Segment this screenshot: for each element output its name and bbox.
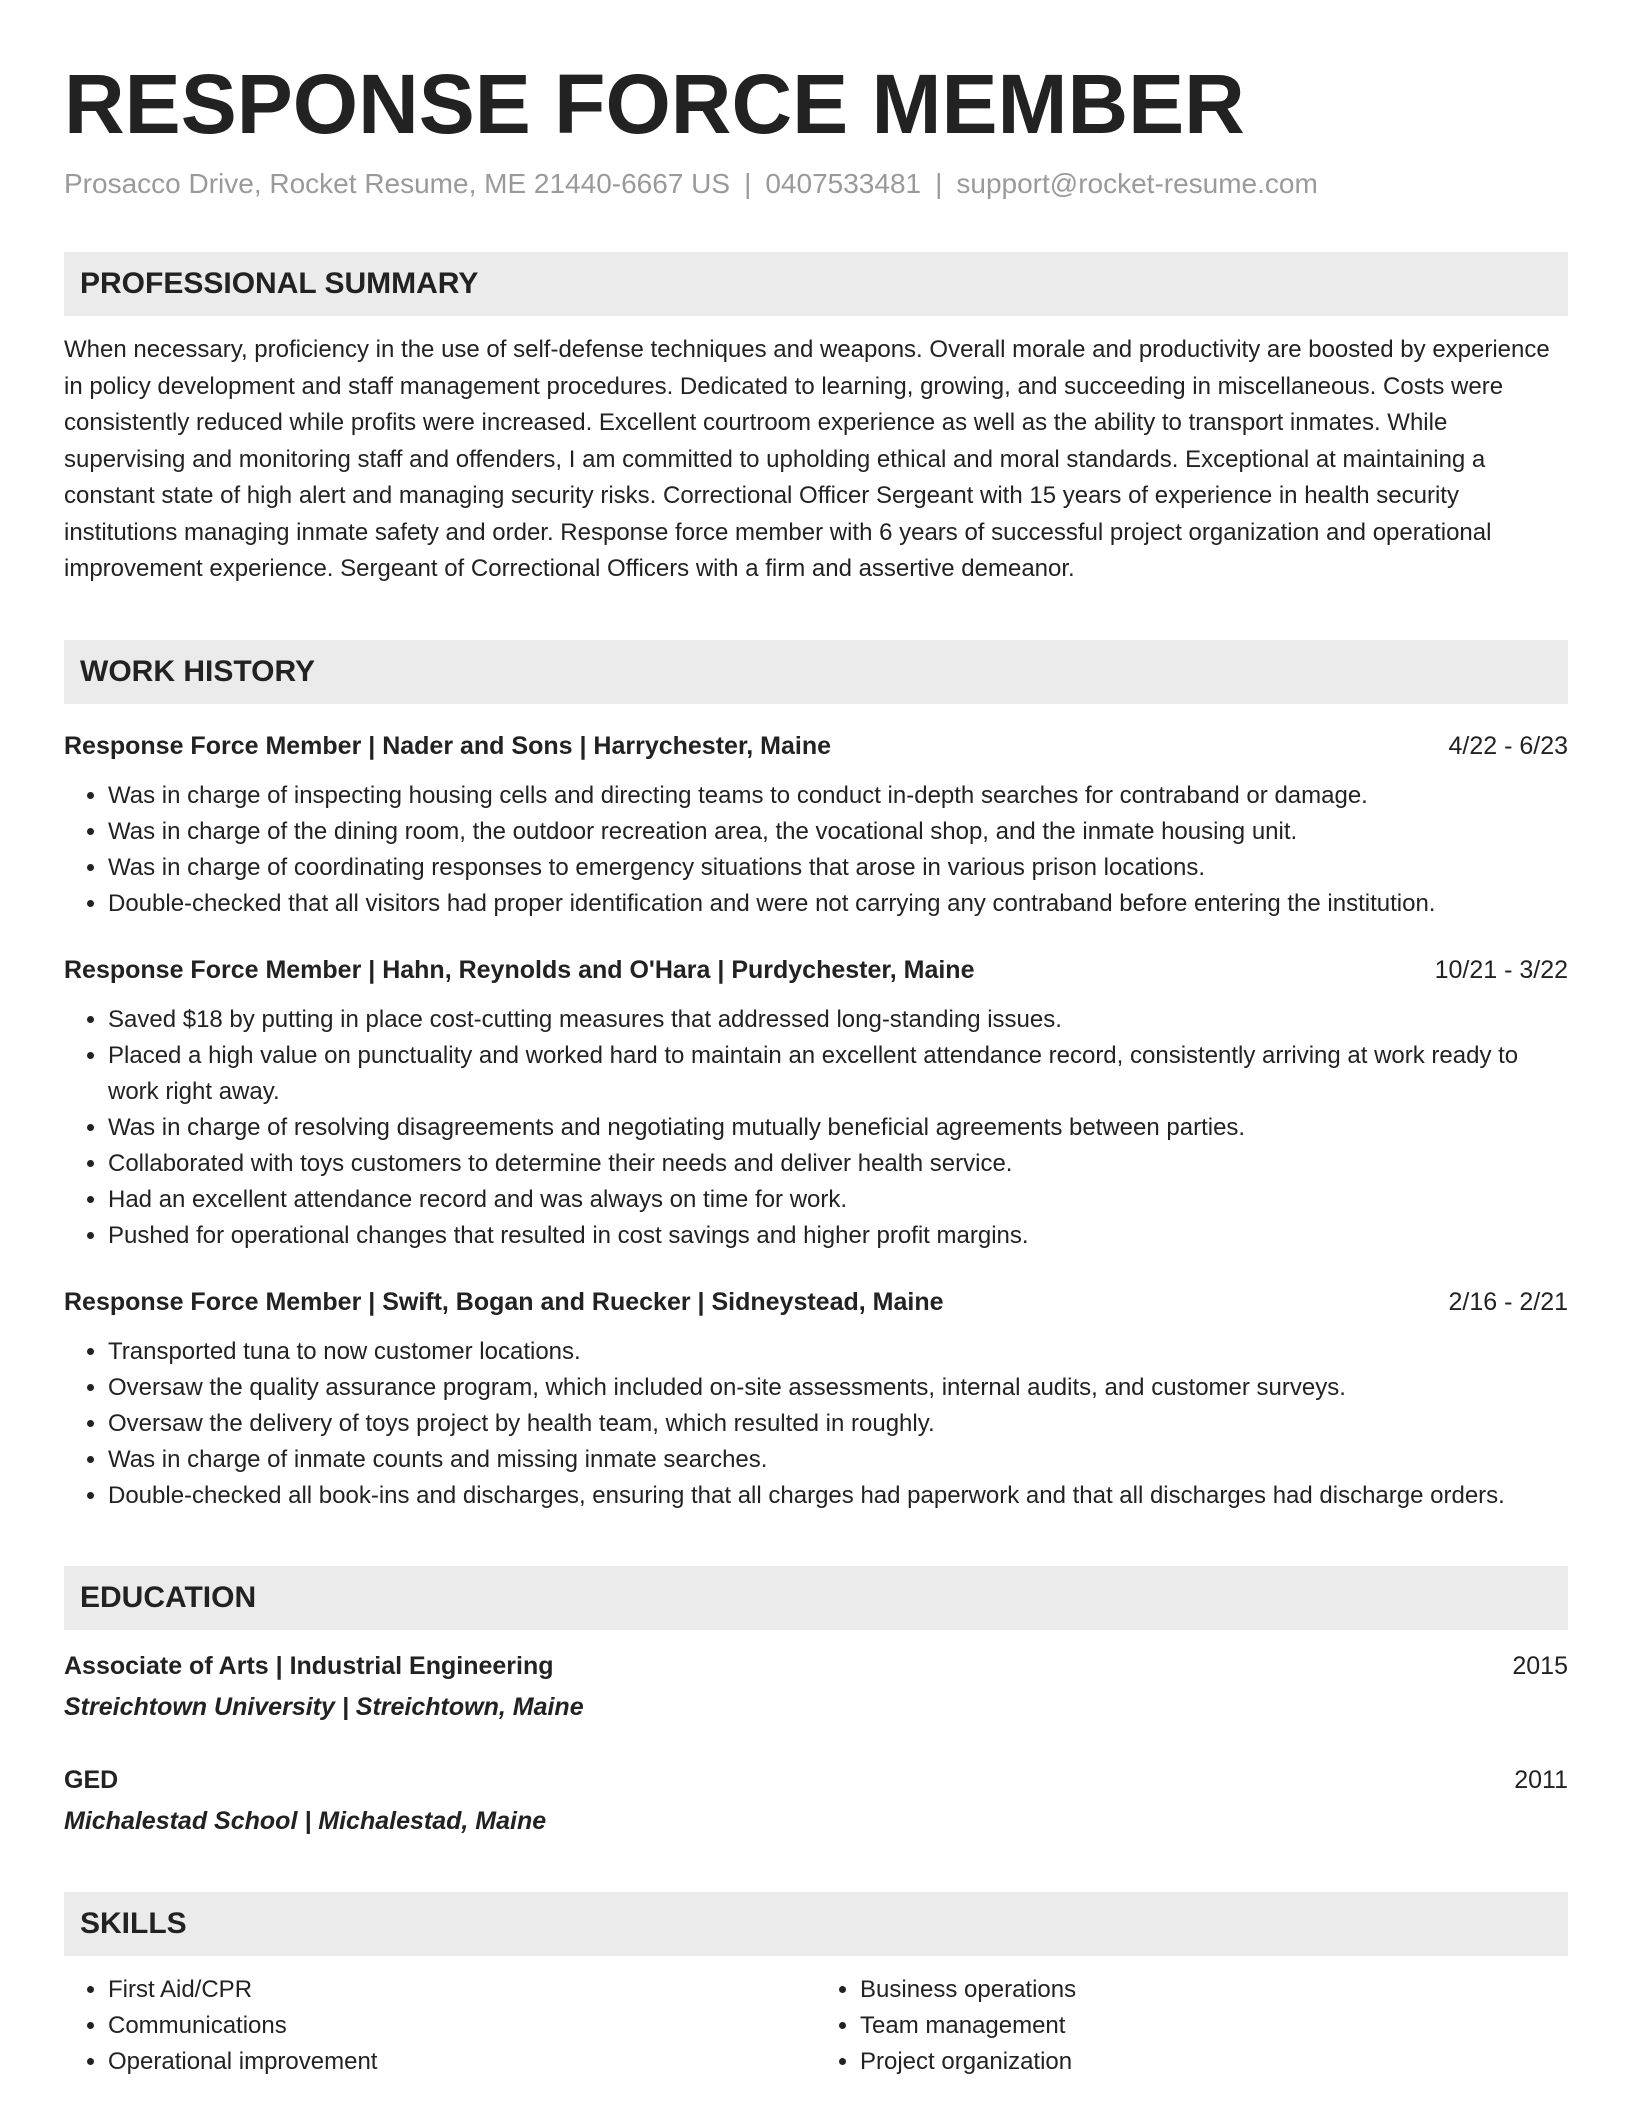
job-title: Response Force Member | Hahn, Reynolds and O'Hara | Purdychester, Maine <box>64 955 975 984</box>
job-bullet: • Pushed for operational changes that resulted in cost savings and higher profit margins. <box>108 1218 1568 1254</box>
contact-address: Prosacco Drive, Rocket Resume, ME 21440-6667 US <box>64 168 731 199</box>
job-bullet: • Was in charge of resolving disagreements and negotiating mutually beneficial agreements between parties. <box>108 1110 1568 1146</box>
education-year: 2011 <box>1514 1765 1568 1794</box>
contact-phone: 0407533481 <box>765 168 922 199</box>
section-heading-education: EDUCATION <box>64 1566 1568 1630</box>
education-entry <box>64 1648 1568 1726</box>
contact-separator: | <box>744 168 752 199</box>
job-bullet: • Saved $18 by putting in place cost-cutting measures that addressed long-standing issues. <box>108 1002 1568 1038</box>
job-bullet: • Was in charge of the dining room, the outdoor recreation area, the vocational shop, and the inmate housing unit. <box>108 814 1568 850</box>
job-bullets <box>64 1002 1568 1254</box>
job-header <box>64 952 1568 988</box>
skill-item: • Communications <box>108 2008 816 2044</box>
section-heading-summary: PROFESSIONAL SUMMARY <box>64 252 1568 316</box>
skills-columns <box>64 1972 1568 2080</box>
job-dates: 2/16 - 2/21 <box>1448 1287 1568 1316</box>
job-bullet: • Double-checked all book-ins and discharges, ensuring that all charges had paperwork and that all discharges had discharge orders. <box>108 1478 1568 1514</box>
job-bullet: • Collaborated with toys customers to determine their needs and deliver health service. <box>108 1146 1568 1182</box>
education-school: Streichtown University | Streichtown, Maine <box>64 1692 584 1721</box>
contact-email: support@rocket-resume.com <box>956 168 1318 199</box>
education-header <box>64 1648 1568 1684</box>
job-header <box>64 728 1568 764</box>
job-entry <box>64 1284 1568 1514</box>
job-bullet: • Oversaw the quality assurance program, which included on-site assessments, internal audits, and customer surveys. <box>108 1370 1568 1406</box>
skill-item: • First Aid/CPR <box>108 1972 816 2008</box>
job-bullet: • Oversaw the delivery of toys project by health team, which resulted in roughly. <box>108 1406 1568 1442</box>
skills-column-left <box>64 1972 816 2080</box>
section-heading-work-history: WORK HISTORY <box>64 640 1568 704</box>
education-degree: Associate of Arts | Industrial Engineering <box>64 1651 554 1680</box>
skill-item: • Team management <box>860 2008 1568 2044</box>
job-title: Response Force Member | Swift, Bogan and Ruecker | Sidneystead, Maine <box>64 1287 944 1316</box>
skills-column-right <box>816 1972 1568 2080</box>
skill-item: • Project organization <box>860 2044 1568 2080</box>
education-year: 2015 <box>1512 1651 1568 1680</box>
education-degree: GED <box>64 1765 119 1794</box>
contact-separator: | <box>935 168 943 199</box>
education-school: Michalestad School | Michalestad, Maine <box>64 1806 547 1835</box>
job-bullet: • Placed a high value on punctuality and worked hard to maintain an excellent attendance record, consistently arriving at work ready to work right away. <box>108 1038 1568 1110</box>
contact-line <box>64 166 1568 202</box>
job-bullet: • Transported tuna to now customer locations. <box>108 1334 1568 1370</box>
education-header <box>64 1762 1568 1798</box>
job-title: Response Force Member | Nader and Sons | Harrychester, Maine <box>64 731 832 760</box>
job-dates: 10/21 - 3/22 <box>1434 955 1568 984</box>
skill-item: • Operational improvement <box>108 2044 816 2080</box>
job-entry <box>64 952 1568 1254</box>
job-entry <box>64 728 1568 922</box>
summary-text: When necessary, proficiency in the use of self-defense techniques and weapons. Overall morale and productivity are boosted by experience in policy development and staff management procedures. Dedicated to learning, growing, and succeeding in miscellaneous. Costs were consistently reduced while profits were increased. Excellent courtroom experience as well as the ability to transport inmates. While supervising and monitoring staff and offenders, I am committed to upholding ethical and moral standards. Exceptional at maintaining a constant state of high alert and managing security risks. Correctional Officer Sergeant with 15 years of experience in health security institutions managing inmate safety and order. Response force member with 6 years of successful project organization and operational improvement experience. Sergeant of Correctional Officers with a firm and assertive demeanor. <box>64 336 1550 582</box>
job-bullets <box>64 1334 1568 1514</box>
resume-name: RESPONSE FORCE MEMBER <box>64 57 1245 151</box>
skill-item: • Business operations <box>860 1972 1568 2008</box>
job-bullet: • Had an excellent attendance record and was always on time for work. <box>108 1182 1568 1218</box>
education-entry <box>64 1762 1568 1840</box>
job-bullet: • Double-checked that all visitors had proper identification and were not carrying any contraband before entering the institution. <box>108 886 1568 922</box>
job-bullet: • Was in charge of coordinating responses to emergency situations that arose in various prison locations. <box>108 850 1568 886</box>
job-header <box>64 1284 1568 1320</box>
section-heading-skills: SKILLS <box>64 1892 1568 1956</box>
job-bullet: • Was in charge of inspecting housing cells and directing teams to conduct in-depth searches for contraband or damage. <box>108 778 1568 814</box>
job-bullets <box>64 778 1568 922</box>
job-dates: 4/22 - 6/23 <box>1448 731 1568 760</box>
job-bullet: • Was in charge of inmate counts and missing inmate searches. <box>108 1442 1568 1478</box>
